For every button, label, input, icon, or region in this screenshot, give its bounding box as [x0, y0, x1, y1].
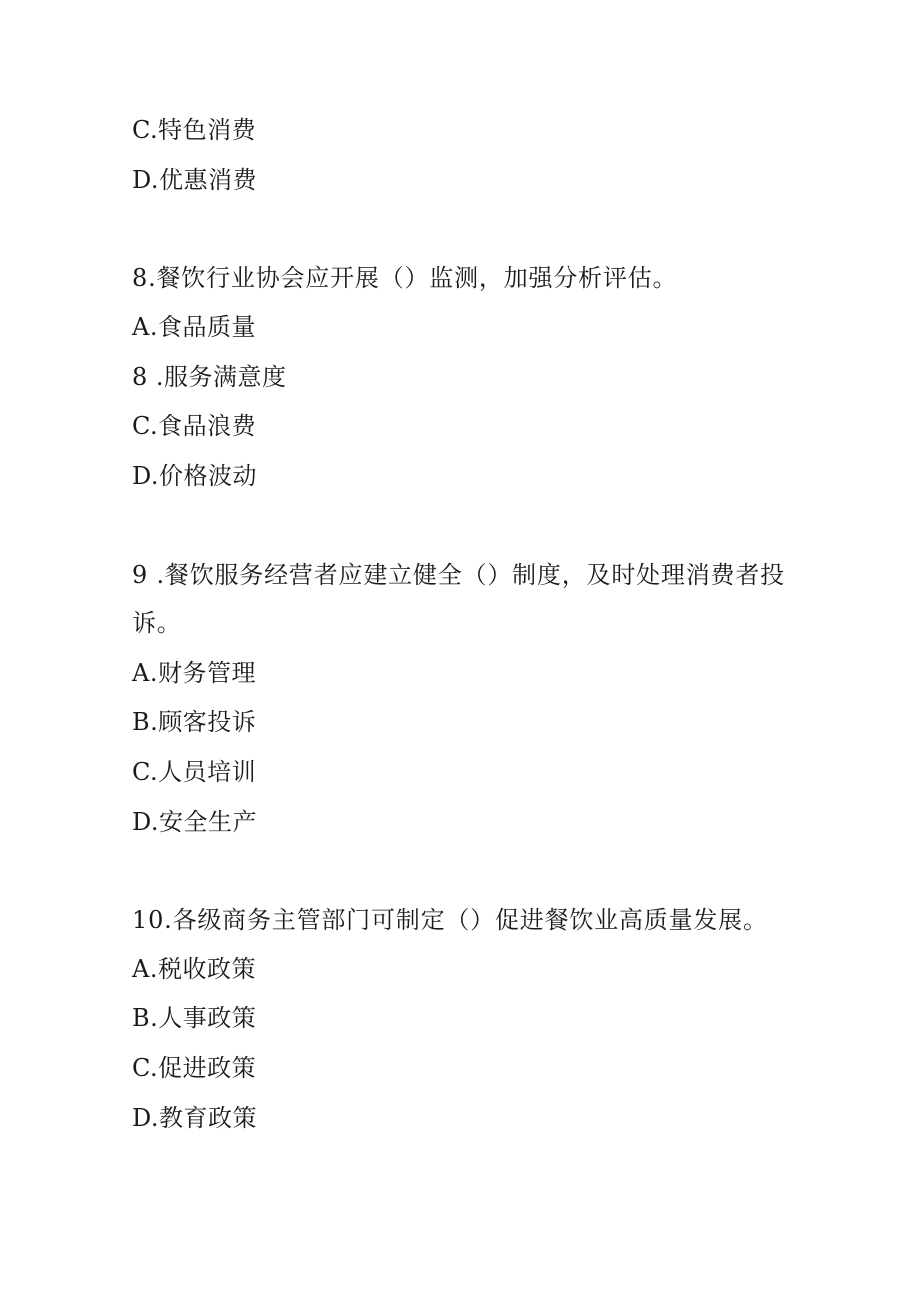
option-c: C.促进政策	[132, 1054, 257, 1082]
option-a: A.食品质量	[132, 313, 256, 341]
question-9-text: 9 .餐饮服务经营者应建立健全（）制度，及时处理消费者投	[132, 561, 785, 589]
question-9-text-continued: 诉。	[132, 609, 182, 637]
option-d: D.价格波动	[132, 462, 258, 490]
option-a: A.税收政策	[132, 955, 256, 983]
option-d: D.优惠消费	[132, 166, 258, 194]
option-b: 8 .服务满意度	[132, 363, 287, 391]
option-a: A.财务管理	[132, 659, 256, 687]
option-c: C.特色消费	[132, 116, 257, 144]
option-c: C.人员培训	[132, 758, 257, 786]
question-10-text: 10.各级商务主管部门可制定（）促进餐饮业高质量发展。	[132, 906, 768, 934]
option-d: D.安全生产	[132, 808, 258, 836]
option-b: B.人事政策	[132, 1004, 257, 1032]
question-8-text: 8.餐饮行业协会应开展（）监测，加强分析评估。	[132, 264, 678, 292]
option-b: B.顾客投诉	[132, 708, 257, 736]
option-c: C.食品浪费	[132, 412, 257, 440]
option-d: D.教育政策	[132, 1104, 258, 1132]
